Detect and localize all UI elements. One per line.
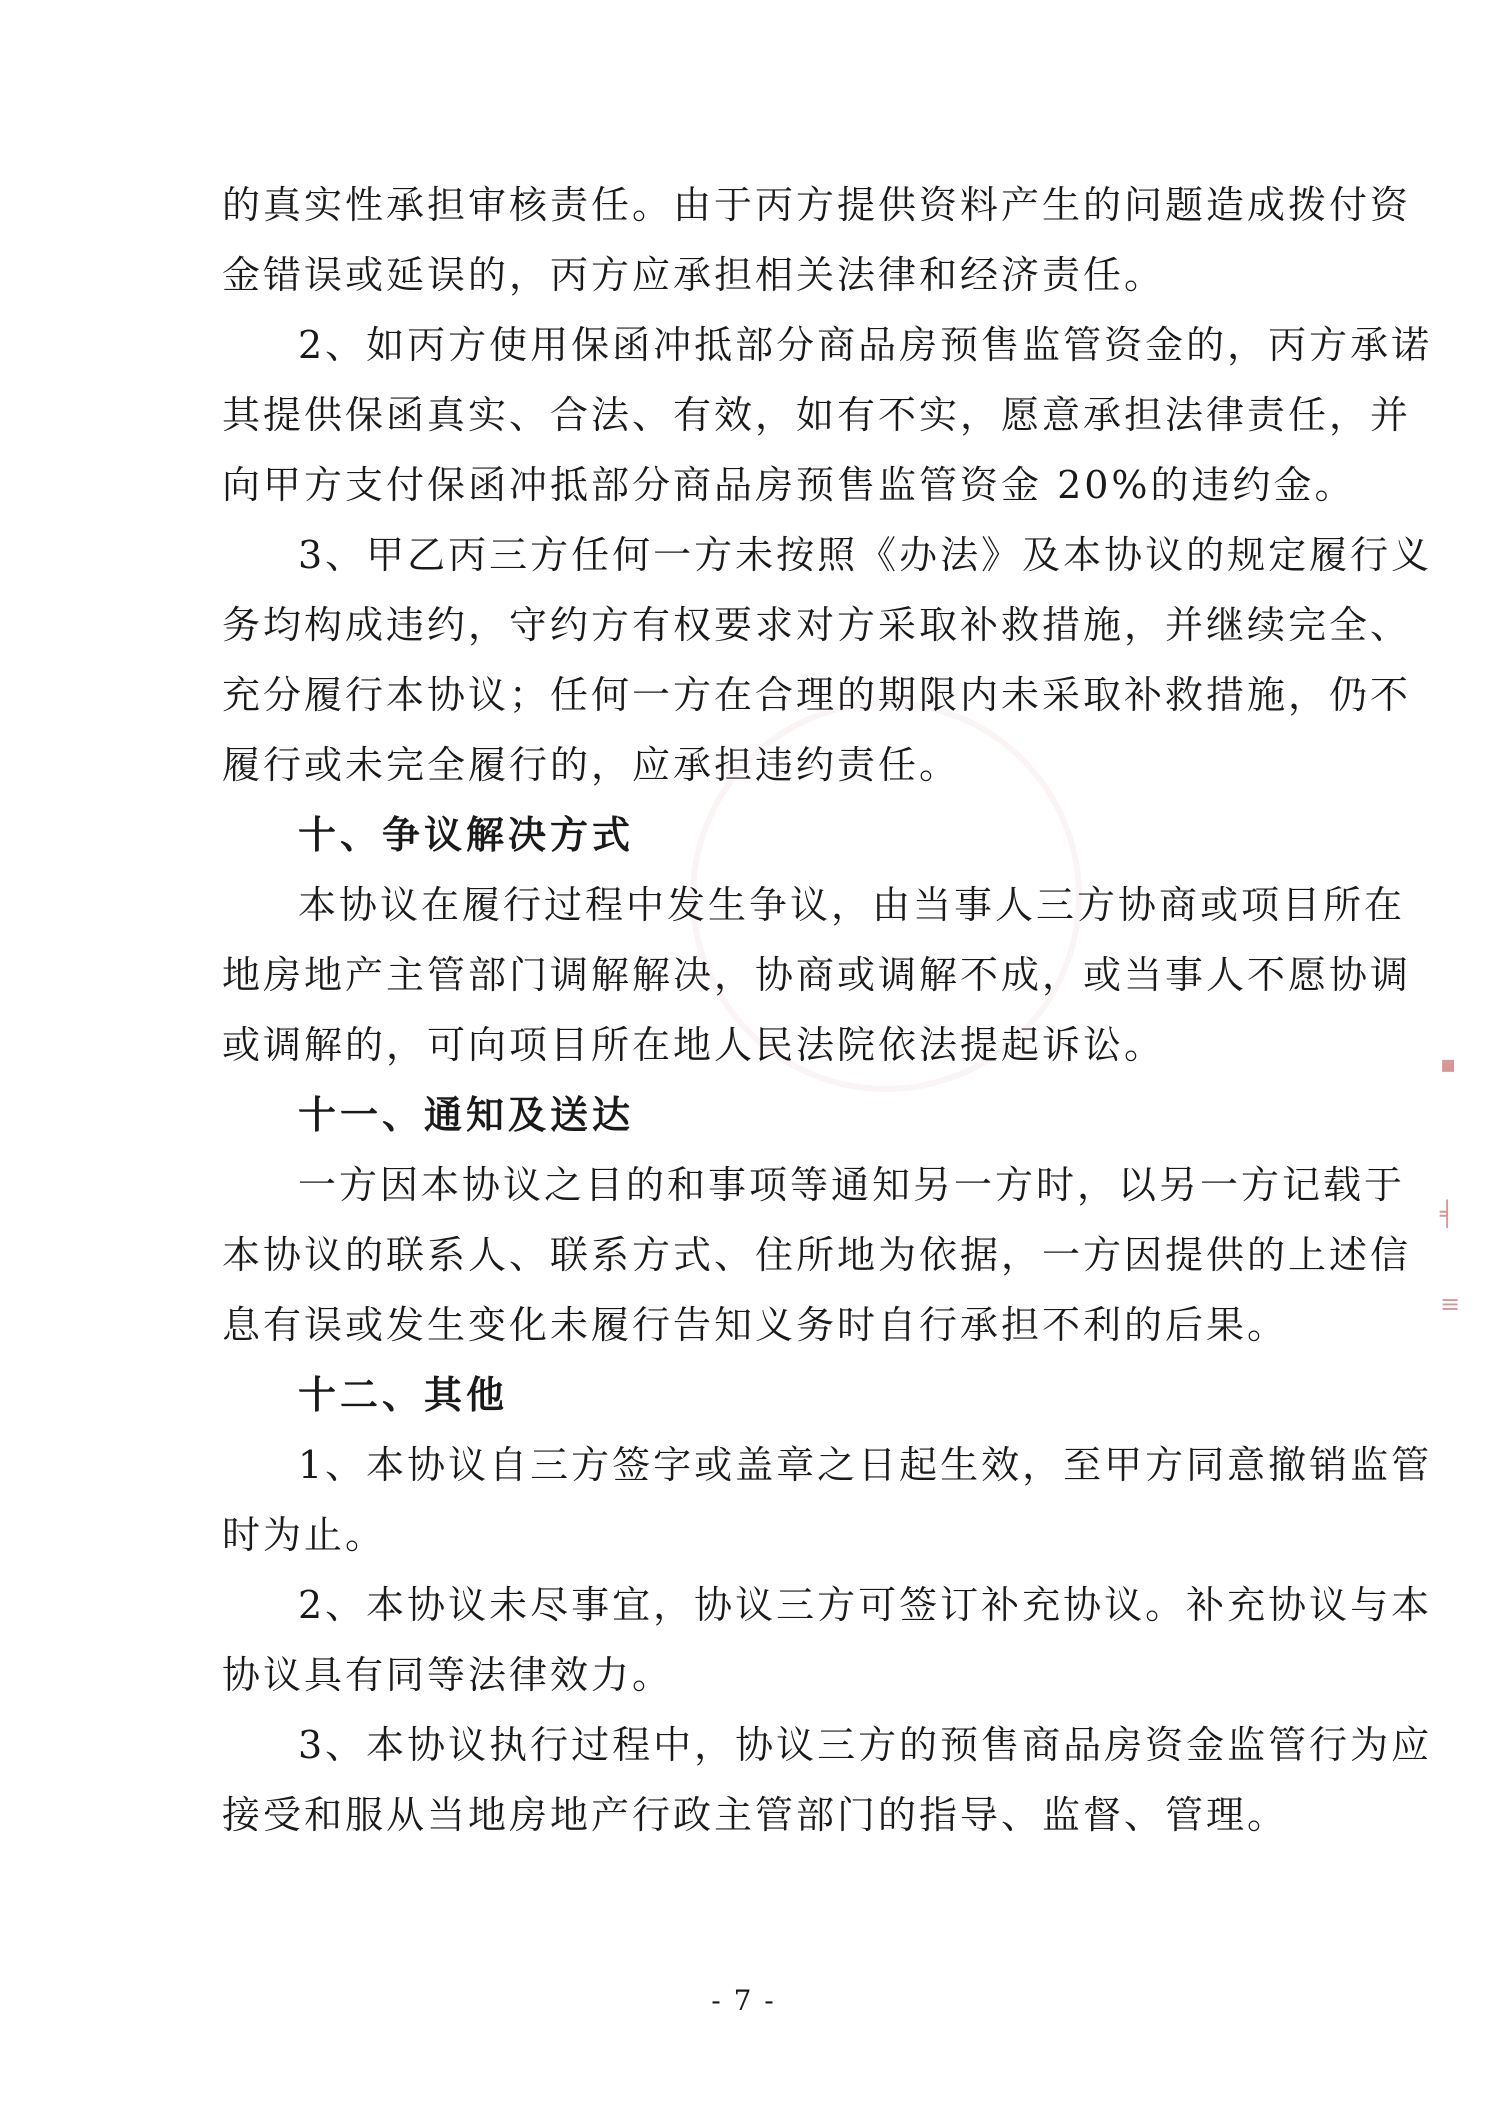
section-heading: 十一、通知及送达 [298, 1093, 635, 1137]
paragraph-line: 地房地产主管部门调解解决，协商或调解不成，或当事人不愿协调 [222, 953, 1412, 997]
paragraph-line: 3、本协议执行过程中，协议三方的预售商品房资金监管行为应 [298, 1723, 1433, 1767]
paragraph-line: 金错误或延误的，丙方应承担相关法律和经济责任。 [222, 253, 1166, 297]
paragraph-line: 3、甲乙丙三方任何一方未按照《办法》及本协议的规定履行义 [298, 533, 1433, 577]
paragraph-line: 或调解的，可向项目所在地人民法院依法提起诉讼。 [222, 1023, 1166, 1067]
paragraph-line: 其提供保函真实、合法、有效，如有不实，愿意承担法律责任，并 [222, 393, 1412, 437]
paragraph-line: 协议具有同等法律效力。 [222, 1653, 674, 1697]
paragraph-line: 本协议在履行过程中发生争议，由当事人三方协商或项目所在 [298, 883, 1406, 927]
paragraph-line: 接受和服从当地房地产行政主管部门的指导、监督、管理。 [222, 1793, 1289, 1837]
section-heading: 十二、其他 [298, 1373, 509, 1417]
paragraph-line: 息有误或发生变化未履行告知义务时自行承担不利的后果。 [222, 1303, 1289, 1347]
paragraph-line: 的真实性承担审核责任。由于丙方提供资料产生的问题造成拨付资 [222, 183, 1412, 227]
paragraph-line: 一方因本协议之目的和事项等通知另一方时，以另一方记载于 [298, 1163, 1406, 1207]
paragraph-line: 2、本协议未尽事宜，协议三方可签订补充协议。补充协议与本 [298, 1583, 1433, 1627]
edge-seal-fragment: ≡ [1440, 1290, 1461, 1318]
paragraph-line: 1、本协议自三方签字或盖章之日起生效，至甲方同意撤销监管 [298, 1443, 1433, 1487]
paragraph-line: 时为止。 [222, 1513, 387, 1557]
edge-seal-fragment: ▪ [1440, 1050, 1457, 1078]
paragraph-line: 履行或未完全履行的，应承担违约责任。 [222, 743, 961, 787]
document-body [222, 170, 1433, 1850]
page-number: - 7 - [711, 1984, 776, 2017]
paragraph-line: 务均构成违约，守约方有权要求对方采取补救措施，并继续完全、 [222, 603, 1412, 647]
paragraph-line: 向甲方支付保函冲抵部分商品房预售监管资金 20%的违约金。 [222, 463, 1356, 507]
edge-seal-fragment: ╡ [1440, 1200, 1455, 1228]
paragraph-line: 本协议的联系人、联系方式、住所地为依据，一方因提供的上述信 [222, 1233, 1412, 1277]
section-heading: 十、争议解决方式 [298, 813, 635, 857]
paragraph-line: 充分履行本协议；任何一方在合理的期限内未采取补救措施，仍不 [222, 673, 1412, 717]
paragraph-line: 2、如丙方使用保函冲抵部分商品房预售监管资金的，丙方承诺 [298, 323, 1433, 367]
